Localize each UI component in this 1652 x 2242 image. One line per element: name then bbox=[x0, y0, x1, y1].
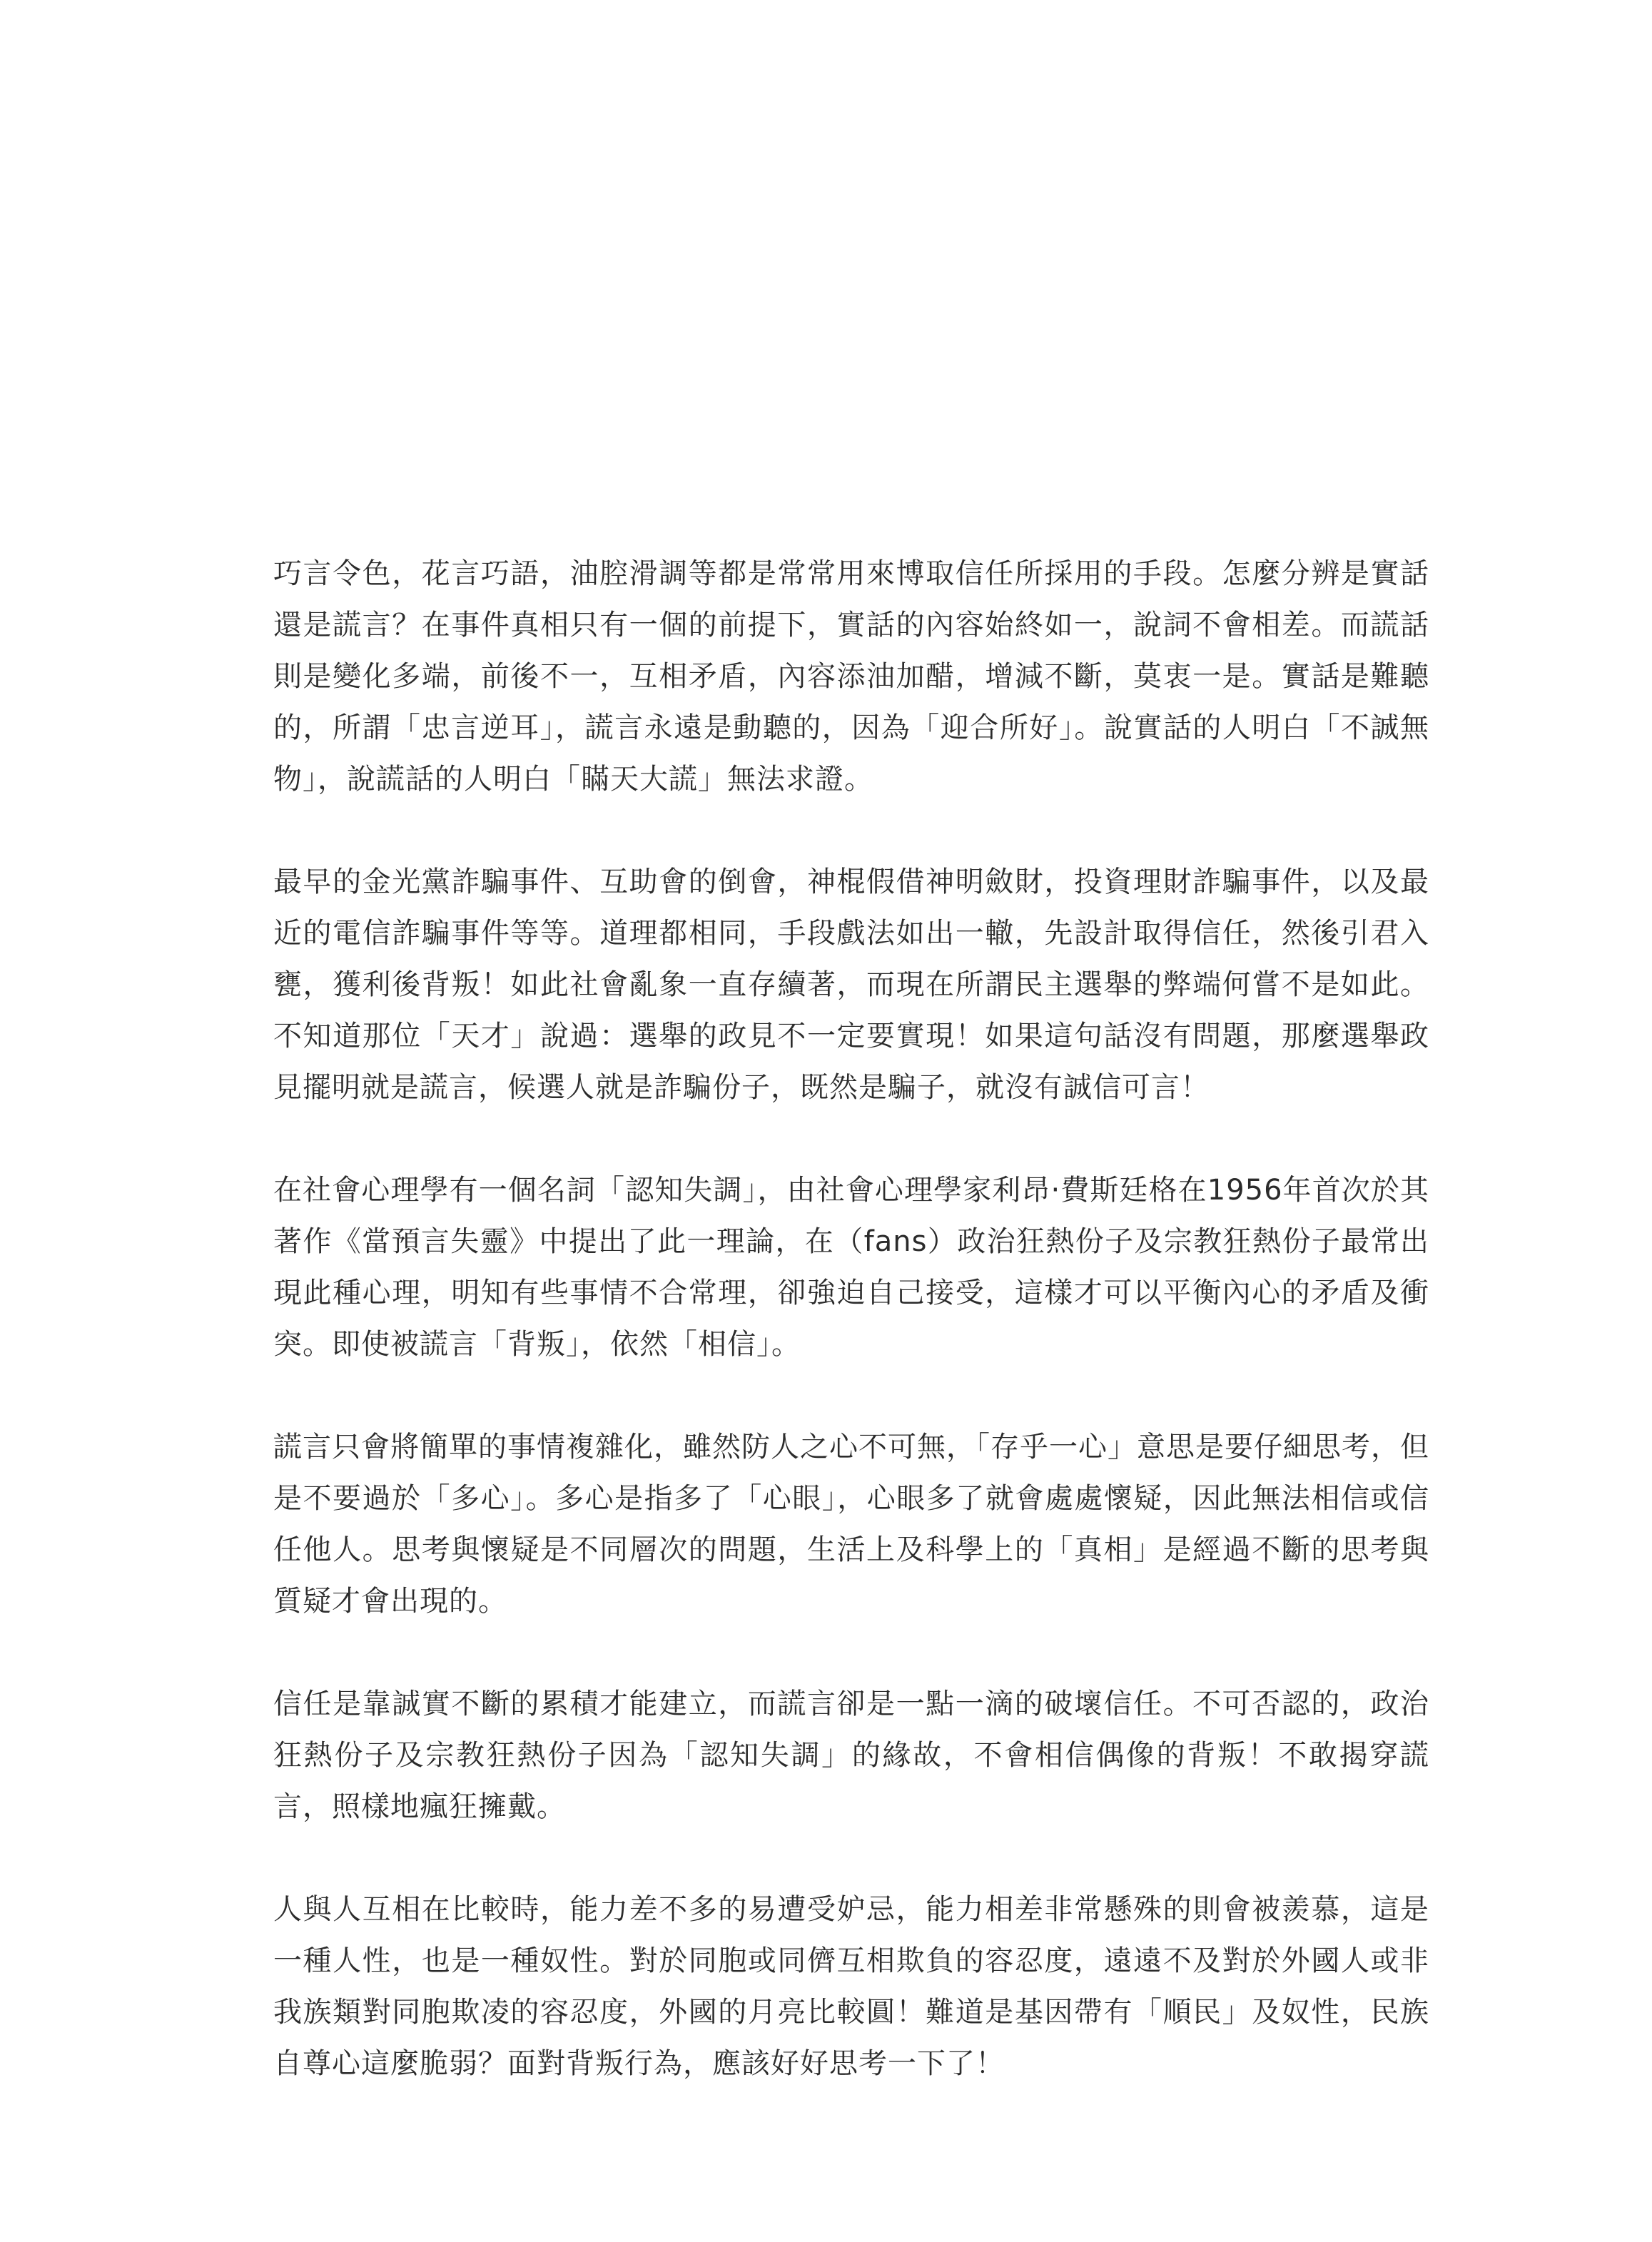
paragraph-1: 巧言令色，花言巧語，油腔滑調等都是常常用來博取信任所採用的手段。怎麼分辨是實話還是謊言？在事件真相只有一個的前提下，實話的內容始終如一，說詞不會相差。而謊話則是變化多端，前後不一，互相矛盾，內容添油加醋，增減不斷，莫衷一是。實話是難聽的，所謂「忠言逆耳」，謊言永遠是動聽的，因為「迎合所好」。說實話的人明白「不誠無物」，說謊話的人明白「瞞天大謊」無法求證。 bbox=[273, 557, 1429, 796]
paragraph-5: 信任是靠誠實不斷的累積才能建立，而謊言卻是一點一滴的破壞信任。不可否認的，政治狂熱份子及宗教狂熱份子因為「認知失調」的緣故，不會相信偶像的背叛！不敢揭穿謊言，照樣地瘋狂擁戴。 bbox=[273, 1688, 1429, 1823]
paragraph-6: 人與人互相在比較時，能力差不多的易遭受妒忌，能力相差非常懸殊的則會被羨慕，這是一種人性，也是一種奴性。對於同胞或同儕互相欺負的容忍度，遠遠不及對於外國人或非我族類對同胞欺凌的容忍度，外國的月亮比較圓！難道是基因帶有「順民」及奴性，民族自尊心這麼脆弱？面對背叛行為，應該好好思考一下了！ bbox=[273, 1893, 1429, 2080]
paragraph-2: 最早的金光黨詐騙事件、互助會的倒會，神棍假借神明斂財，投資理財詐騙事件，以及最近的電信詐騙事件等等。道理都相同，手段戲法如出一轍，先設計取得信任，然後引君入甕，獲利後背叛！如此社會亂象一直存續著，而現在所謂民主選舉的弊端何嘗不是如此。不知道那位「天才」說過：選舉的政見不一定要實現！如果這句話沒有問題，那麼選舉政見擺明就是謊言，候選人就是詐騙份子，既然是騙子，就沒有誠信可言！ bbox=[273, 866, 1429, 1104]
paragraph-3: 在社會心理學有一個名詞「認知失調」，由社會心理學家利昂·費斯廷格在1956年首次於其著作《當預言失靈》中提出了此一理論，在（fans）政治狂熱份子及宗教狂熱份子最常出現此種心理，明知有些事情不合常理，卻強迫自己接受，這樣才可以平衡內心的矛盾及衝突。即使被謊言「背叛」，依然「相信」。 bbox=[273, 1174, 1429, 1361]
paragraph-4: 謊言只會將簡單的事情複雜化，雖然防人之心不可無，「存乎一心」意思是要仔細思考，但是不要過於「多心」。多心是指多了「心眼」，心眼多了就會處處懷疑，因此無法相信或信任他人。思考與懷疑是不同層次的問題，生活上及科學上的「真相」是經過不斷的思考與質疑才會出現的。 bbox=[273, 1431, 1429, 1618]
article-body bbox=[273, 548, 1429, 2089]
